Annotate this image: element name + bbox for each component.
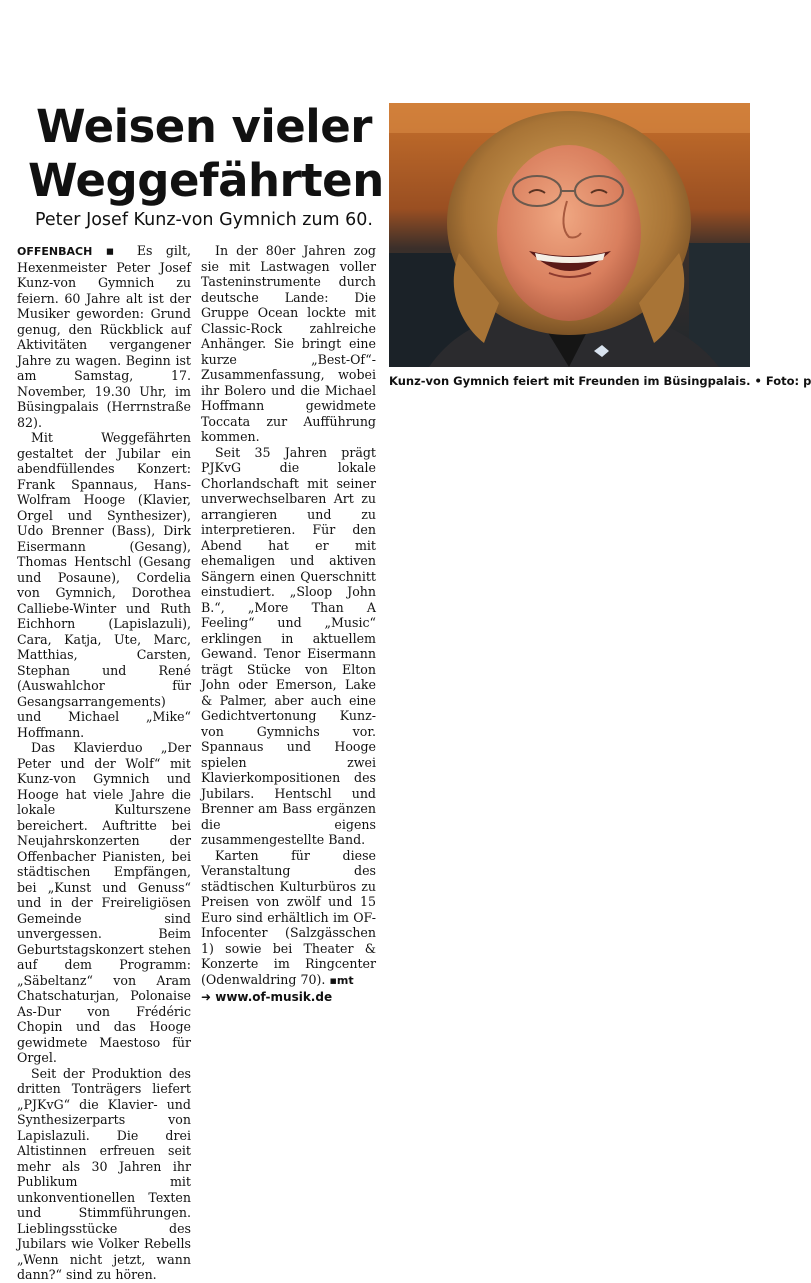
website-link[interactable]: ➜ www.of-musik.de	[201, 990, 333, 1004]
article-column-1	[17, 243, 191, 1283]
headline-line-1: Weisen vieler	[36, 100, 372, 153]
article-paragraph: Seit 35 Jahren prägt PJKvG die lokale Chorlandschaft mit seiner unverwechselbaren Art zu arrangieren und zu interpretieren. Für den Abend hat er mit ehemaligen und aktiven Sängern einen Querschnitt einstudiert. „Sloop John B.“, „More Than A Feeling“ und „Music“ erklingen in aktuellem Gewand. Tenor Eisermann trägt Stücke von Elton John oder Emerson, Lake & Palmer, aber auch eine Gedichtvertonung Kunz-von Gymnichs vor. Spannaus und Hooge spielen zwei Klavierkompositionen des Jubilars. Hentschl und Brenner am Bass ergänzen die eigens zusammengestellte Band.	[201, 444, 376, 847]
article-paragraph: Das Klavierduo „Der Peter und der Wolf“ mit Kunz-von Gymnich und Hooge hat viele Jahre die lokale Kulturszene bereichert. Auftritte bei Neujahrskonzerten der Offenbacher Pianisten, bei städtischen Empfängen, bei „Kunst und Genuss“ und in der Freireligiösen Gemeinde sind unvergessen. Beim Geburtstagskonzert stehen auf dem Programm: „Säbeltanz“ von Aram Chatschaturjan, Polonaise As-Dur von Frédéric Chopin und das Hooge gewidmete Maestoso für Orgel.	[17, 740, 191, 1065]
article-paragraph: Mit Weggefährten gestaltet der Jubilar ein abendfüllendes Konzert: Frank Spannaus, Hans-Wolfram Hooge (Klavier, Orgel und Synthesizer), Udo Brenner (Bass), Dirk Eisermann (Gesang), Thomas Hentschl (Gesang und Posaune), Cordelia von Gymnich, Dorothea Calliebe-Winter und Ruth Eichhorn (Lapislazuli), Cara, Katja, Ute, Marc, Matthias, Carsten, Stephan und René (Auswahlchor für Gesangsarrangements) und Michael „Mike“ Hoffmann.	[17, 430, 191, 740]
headline-line-2: Weggefährten	[28, 154, 384, 207]
photo-caption: Kunz-von Gymnich feiert mit Freunden im Büsingpalais. • Foto: p	[389, 374, 811, 388]
author-signature: ▪mt	[329, 973, 354, 987]
headline	[28, 100, 384, 208]
article-paragraph: In der 80er Jahren zog sie mit Lastwagen voller Tasteninstrumente durch deutsche Lande: Die Gruppe Ocean lockte mit Classic-Rock zahlreiche Anhänger. Sie bringt eine kurze „Best-Of“-Zusammenfassung, wobei ihr Bolero und die Michael Hoffmann gewidmete Toccata zur Aufführung kommen.	[201, 243, 376, 444]
subheadline: Peter Josef Kunz-von Gymnich zum 60.	[34, 210, 373, 230]
dateline: OFFENBACH	[17, 245, 93, 258]
article-paragraph: Seit der Produktion des dritten Tonträgers liefert „PJKvG“ die Klavier- und Synthesizerparts von Lapislazuli. Die drei Altistinnen erfreuen seit mehr als 30 Jahren ihr Publikum mit unkonventionellen Texten und Stimmführungen. Lieblingsstücke des Jubilars wie Volker Rebells „Wenn nicht jetzt, wann dann?“ sind zu hören.	[17, 1065, 191, 1282]
article-column-2	[201, 243, 376, 1006]
article-paragraph: OFFENBACH ▪ Es gilt, Hexenmeister Peter Josef Kunz-von Gymnich zu feiern. 60 Jahre alt ist der Musiker geworden: Grund genug, den Rückblick auf Aktivitäten vergangener Jahre zu wagen. Beginn ist am Samstag, 17. November, 19.30 Uhr, im Büsingpalais (Herrnstraße 82).	[17, 243, 192, 430]
portrait-illustration	[389, 103, 750, 367]
article-paragraph: Karten für diese Veranstaltung des städtischen Kulturbüros zu Preisen von zwölf und 15 Euro sind erhältlich im OF-Infocenter (Salzgässchen 1) sowie bei Theater & Konzerte im Ringcenter (Odenwaldring 70). ▪mt	[201, 847, 376, 987]
portrait-photo	[389, 103, 750, 367]
